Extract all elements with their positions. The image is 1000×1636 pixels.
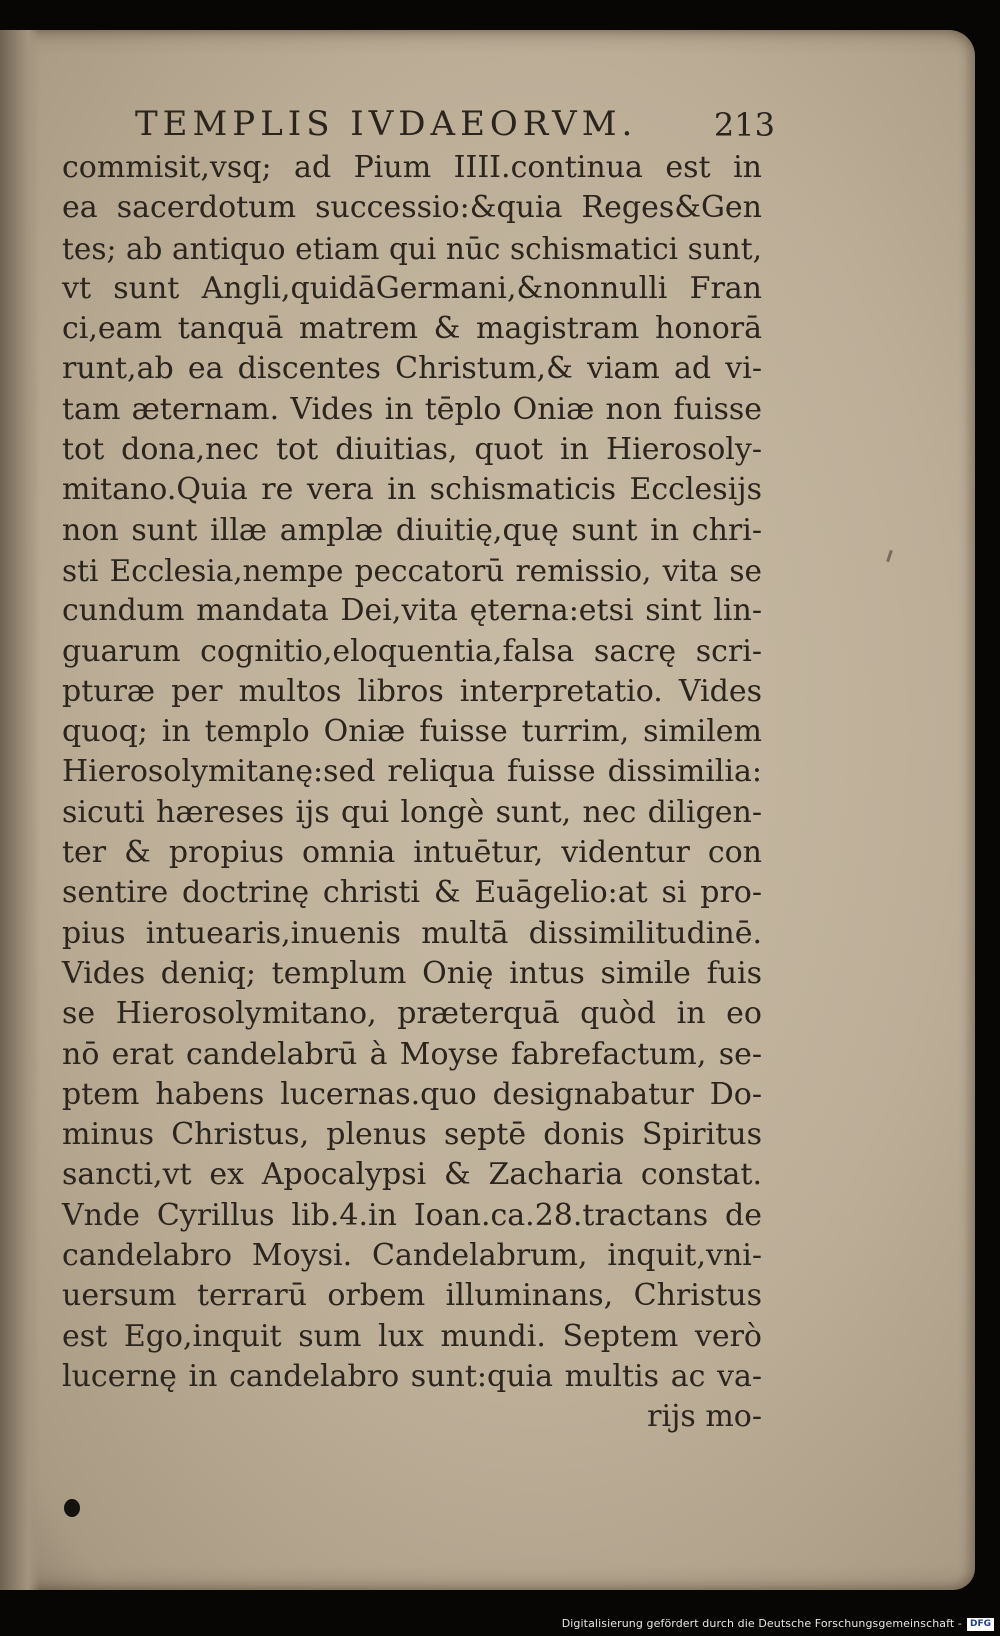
text-line: ptem habens lucernas.quo designabatur Do- bbox=[62, 1076, 762, 1112]
text-line: sicuti hæreses ijs qui longè sunt, nec diligen- bbox=[62, 794, 762, 830]
text-line: Vnde Cyrillus lib.4.in Ioan.ca.28.tractans de bbox=[62, 1197, 762, 1233]
text-line: Vides deniq; templum Onię intus simile fuis bbox=[62, 955, 762, 991]
catchword: rijs mo- bbox=[647, 1399, 762, 1435]
running-title: TEMPLIS IVDAEORVM. bbox=[135, 104, 638, 144]
ink-speck bbox=[886, 550, 893, 562]
text-line: uersum terrarū orbem illuminans, Christus bbox=[62, 1278, 762, 1314]
text-line: minus Christus, plenus septē donis Spiritus bbox=[62, 1117, 762, 1153]
text-line: lucernę in candelabro sunt:quia multis ac va- bbox=[62, 1358, 762, 1394]
text-line: mitano.Quia re vera in schismaticis Ecclesijs bbox=[62, 472, 762, 508]
text-line: pius intuearis,inuenis multā dissimilitudinē. bbox=[62, 915, 762, 951]
digitization-credit: Digitalisierung gefördert durch die Deutsche Forschungsgemeinschaft - bbox=[561, 1617, 962, 1630]
text-line: tam æternam. Vides in tēplo Oniæ non fuisse bbox=[62, 391, 762, 427]
text-line: candelabro Moysi. Candelabrum, inquit,vni- bbox=[62, 1238, 762, 1274]
page-header bbox=[135, 104, 775, 152]
text-line: vt sunt Angli,quidāGermani,&nonnulli Fran bbox=[62, 270, 762, 306]
text-line: ea sacerdotum successio:&quia Reges&Gen bbox=[62, 190, 762, 226]
text-line: ci,eam tanquā matrem & magistram honorā bbox=[62, 311, 762, 347]
text-line: sentire doctrinę christi & Euāgelio:at si pro- bbox=[62, 875, 762, 911]
text-line: runt,ab ea discentes Christum,& viam ad vi- bbox=[62, 351, 762, 387]
text-line: commisit,vsq; ad Pium IIII.continua est in bbox=[62, 150, 762, 185]
text-line: se Hierosolymitano, præterquā quòd in eo bbox=[62, 996, 762, 1032]
text-line: Hierosolymitanę:sed reliqua fuisse dissimilia: bbox=[62, 754, 762, 790]
book-page bbox=[0, 30, 975, 1590]
text-line: cundum mandata Dei,vita ęterna:etsi sint lin- bbox=[62, 593, 762, 629]
text-line: est Ego,inquit sum lux mundi. Septem verò bbox=[62, 1318, 762, 1354]
ink-dot bbox=[64, 1499, 80, 1517]
text-line: tes; ab antiquo etiam qui nūc schismatici sunt, bbox=[62, 231, 762, 266]
text-line: sancti,vt ex Apocalypsi & Zacharia constat. bbox=[62, 1157, 762, 1193]
dfg-logo: DFG bbox=[967, 1618, 994, 1631]
text-line: non sunt illæ amplæ diuitię,quę sunt in chri- bbox=[62, 512, 762, 548]
text-line: sti Ecclesia,nempe peccatorū remissio, vita se bbox=[62, 553, 762, 588]
page-number: 213 bbox=[713, 106, 775, 144]
text-line: quoq; in templo Oniæ fuisse turrim, similem bbox=[62, 714, 762, 750]
text-line: tot dona,nec tot diuitias, quot in Hierosoly- bbox=[62, 432, 762, 468]
body-text bbox=[62, 148, 762, 1437]
text-line: ter & propius omnia intuētur, videntur con bbox=[62, 835, 762, 871]
text-line: pturæ per multos libros interpretatio. Vides bbox=[62, 673, 762, 709]
text-line: guarum cognitio,eloquentia,falsa sacrę scri- bbox=[62, 633, 762, 669]
text-line: nō erat candelabrū à Moyse fabrefactum, se- bbox=[62, 1036, 762, 1072]
